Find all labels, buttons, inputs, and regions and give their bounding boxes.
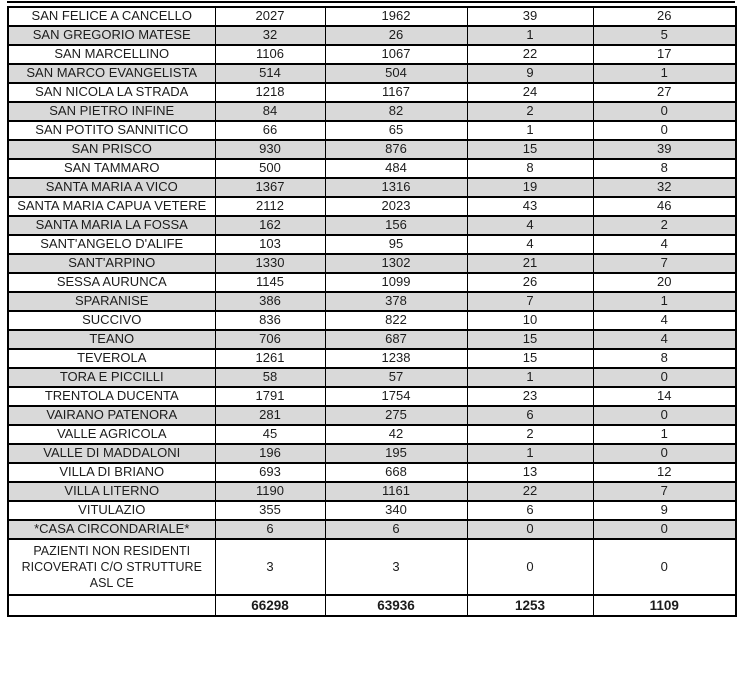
value-cell: 5 [593,26,736,45]
value-cell: 484 [325,159,467,178]
value-cell: 668 [325,463,467,482]
value-cell: 21 [467,254,593,273]
value-cell: 32 [593,178,736,197]
table-row [8,64,736,83]
value-cell: 1261 [215,349,325,368]
value-cell: 687 [325,330,467,349]
value-cell: 1 [467,121,593,140]
value-cell: 693 [215,463,325,482]
value-cell: 103 [215,235,325,254]
value-cell: 6 [325,520,467,539]
value-cell: 1238 [325,349,467,368]
value-cell: 930 [215,140,325,159]
value-cell: 6 [467,501,593,520]
table-row [8,254,736,273]
table-row [8,159,736,178]
value-cell: 1316 [325,178,467,197]
table-row [8,102,736,121]
table-row [8,520,736,539]
value-cell: 1106 [215,45,325,64]
value-cell: 22 [467,482,593,501]
table-row [8,45,736,64]
value-cell: 355 [215,501,325,520]
municipality-cell: VAIRANO PATENORA [8,406,215,425]
municipality-cell: SAN GREGORIO MATESE [8,26,215,45]
table-body [8,7,736,595]
total-value-cell: 66298 [215,595,325,616]
value-cell: 504 [325,64,467,83]
value-cell: 1190 [215,482,325,501]
value-cell: 26 [325,26,467,45]
value-cell: 13 [467,463,593,482]
municipality-cell: SANT'ANGELO D'ALIFE [8,235,215,254]
municipality-cell: SAN PIETRO INFINE [8,102,215,121]
value-cell: 195 [325,444,467,463]
table-row [8,197,736,216]
value-cell: 8 [467,159,593,178]
municipality-cell: TORA E PICCILLI [8,368,215,387]
value-cell: 1330 [215,254,325,273]
totals-empty-cell [8,595,215,616]
table-row [8,235,736,254]
value-cell: 1 [593,292,736,311]
value-cell: 19 [467,178,593,197]
table-row [8,273,736,292]
value-cell: 4 [467,235,593,254]
value-cell: 84 [215,102,325,121]
value-cell: 0 [467,539,593,595]
table-row [8,349,736,368]
value-cell: 3 [325,539,467,595]
table-row [8,425,736,444]
value-cell: 20 [593,273,736,292]
value-cell: 500 [215,159,325,178]
table-row [8,83,736,102]
value-cell: 514 [215,64,325,83]
municipality-cell: VITULAZIO [8,501,215,520]
value-cell: 2023 [325,197,467,216]
municipality-cell: VILLA DI BRIANO [8,463,215,482]
value-cell: 706 [215,330,325,349]
value-cell: 2112 [215,197,325,216]
value-cell: 15 [467,330,593,349]
value-cell: 9 [593,501,736,520]
value-cell: 0 [593,368,736,387]
value-cell: 822 [325,311,467,330]
total-value-cell: 1253 [467,595,593,616]
table-row [8,406,736,425]
municipality-cell: VALLE DI MADDALONI [8,444,215,463]
table-row [8,482,736,501]
municipality-cell: TEANO [8,330,215,349]
cropped-row-border [7,1,735,3]
municipality-cell: SAN POTITO SANNITICO [8,121,215,140]
value-cell: 82 [325,102,467,121]
value-cell: 2 [467,425,593,444]
value-cell: 58 [215,368,325,387]
value-cell: 340 [325,501,467,520]
value-cell: 1 [467,26,593,45]
municipality-cell: TRENTOLA DUCENTA [8,387,215,406]
value-cell: 12 [593,463,736,482]
value-cell: 2 [467,102,593,121]
table-row [8,140,736,159]
value-cell: 876 [325,140,467,159]
table-row [8,292,736,311]
value-cell: 42 [325,425,467,444]
value-cell: 45 [215,425,325,444]
value-cell: 26 [593,7,736,26]
value-cell: 836 [215,311,325,330]
value-cell: 1791 [215,387,325,406]
municipality-cell: PAZIENTI NON RESIDENTI RICOVERATI C/O STRUTTURE ASL CE [8,539,215,595]
value-cell: 43 [467,197,593,216]
value-cell: 0 [593,406,736,425]
municipality-cell: TEVEROLA [8,349,215,368]
municipality-cell: SPARANISE [8,292,215,311]
table-row [8,387,736,406]
table-row [8,330,736,349]
value-cell: 7 [593,254,736,273]
value-cell: 8 [593,349,736,368]
totals-row [8,595,736,616]
value-cell: 1754 [325,387,467,406]
value-cell: 162 [215,216,325,235]
value-cell: 6 [215,520,325,539]
value-cell: 1067 [325,45,467,64]
value-cell: 10 [467,311,593,330]
value-cell: 0 [593,102,736,121]
value-cell: 7 [467,292,593,311]
municipality-cell: SUCCIVO [8,311,215,330]
value-cell: 1 [593,64,736,83]
municipality-cell: SAN FELICE A CANCELLO [8,7,215,26]
value-cell: 0 [593,444,736,463]
value-cell: 0 [593,121,736,140]
value-cell: 39 [467,7,593,26]
value-cell: 275 [325,406,467,425]
value-cell: 0 [593,539,736,595]
value-cell: 1962 [325,7,467,26]
municipality-cell: SAN TAMMARO [8,159,215,178]
table-row [8,26,736,45]
value-cell: 39 [593,140,736,159]
table-row [8,539,736,595]
value-cell: 22 [467,45,593,64]
municipality-cell: SAN PRISCO [8,140,215,159]
municipality-cell: VILLA LITERNO [8,482,215,501]
value-cell: 3 [215,539,325,595]
value-cell: 4 [593,311,736,330]
value-cell: 46 [593,197,736,216]
value-cell: 66 [215,121,325,140]
municipality-cell: SANT'ARPINO [8,254,215,273]
value-cell: 65 [325,121,467,140]
value-cell: 6 [467,406,593,425]
table-row [8,216,736,235]
municipality-cell: SESSA AURUNCA [8,273,215,292]
value-cell: 1 [467,444,593,463]
value-cell: 0 [593,520,736,539]
municipality-cell: SAN MARCELLINO [8,45,215,64]
municipality-cell: *CASA CIRCONDARIALE* [8,520,215,539]
municipality-cell: SANTA MARIA LA FOSSA [8,216,215,235]
value-cell: 1302 [325,254,467,273]
value-cell: 14 [593,387,736,406]
table-row [8,121,736,140]
value-cell: 386 [215,292,325,311]
value-cell: 57 [325,368,467,387]
municipality-cell: SANTA MARIA A VICO [8,178,215,197]
value-cell: 0 [467,520,593,539]
value-cell: 15 [467,349,593,368]
table-row [8,444,736,463]
value-cell: 1 [467,368,593,387]
value-cell: 156 [325,216,467,235]
value-cell: 1161 [325,482,467,501]
municipality-cell: SAN MARCO EVANGELISTA [8,64,215,83]
value-cell: 1099 [325,273,467,292]
value-cell: 8 [593,159,736,178]
value-cell: 95 [325,235,467,254]
value-cell: 1218 [215,83,325,102]
value-cell: 196 [215,444,325,463]
table-row [8,501,736,520]
value-cell: 24 [467,83,593,102]
value-cell: 1 [593,425,736,444]
municipality-cell: VALLE AGRICOLA [8,425,215,444]
total-value-cell: 1109 [593,595,736,616]
value-cell: 7 [593,482,736,501]
value-cell: 9 [467,64,593,83]
value-cell: 1145 [215,273,325,292]
table-row [8,311,736,330]
value-cell: 17 [593,45,736,64]
value-cell: 378 [325,292,467,311]
table-row [8,178,736,197]
value-cell: 1367 [215,178,325,197]
value-cell: 15 [467,140,593,159]
value-cell: 2027 [215,7,325,26]
municipality-cell: SANTA MARIA CAPUA VETERE [8,197,215,216]
value-cell: 26 [467,273,593,292]
table-row [8,368,736,387]
table-row [8,463,736,482]
value-cell: 1167 [325,83,467,102]
value-cell: 32 [215,26,325,45]
value-cell: 4 [467,216,593,235]
value-cell: 281 [215,406,325,425]
value-cell: 4 [593,235,736,254]
value-cell: 2 [593,216,736,235]
municipality-data-table [7,6,737,617]
value-cell: 4 [593,330,736,349]
municipality-cell: SAN NICOLA LA STRADA [8,83,215,102]
value-cell: 27 [593,83,736,102]
total-value-cell: 63936 [325,595,467,616]
value-cell: 23 [467,387,593,406]
table-row [8,7,736,26]
